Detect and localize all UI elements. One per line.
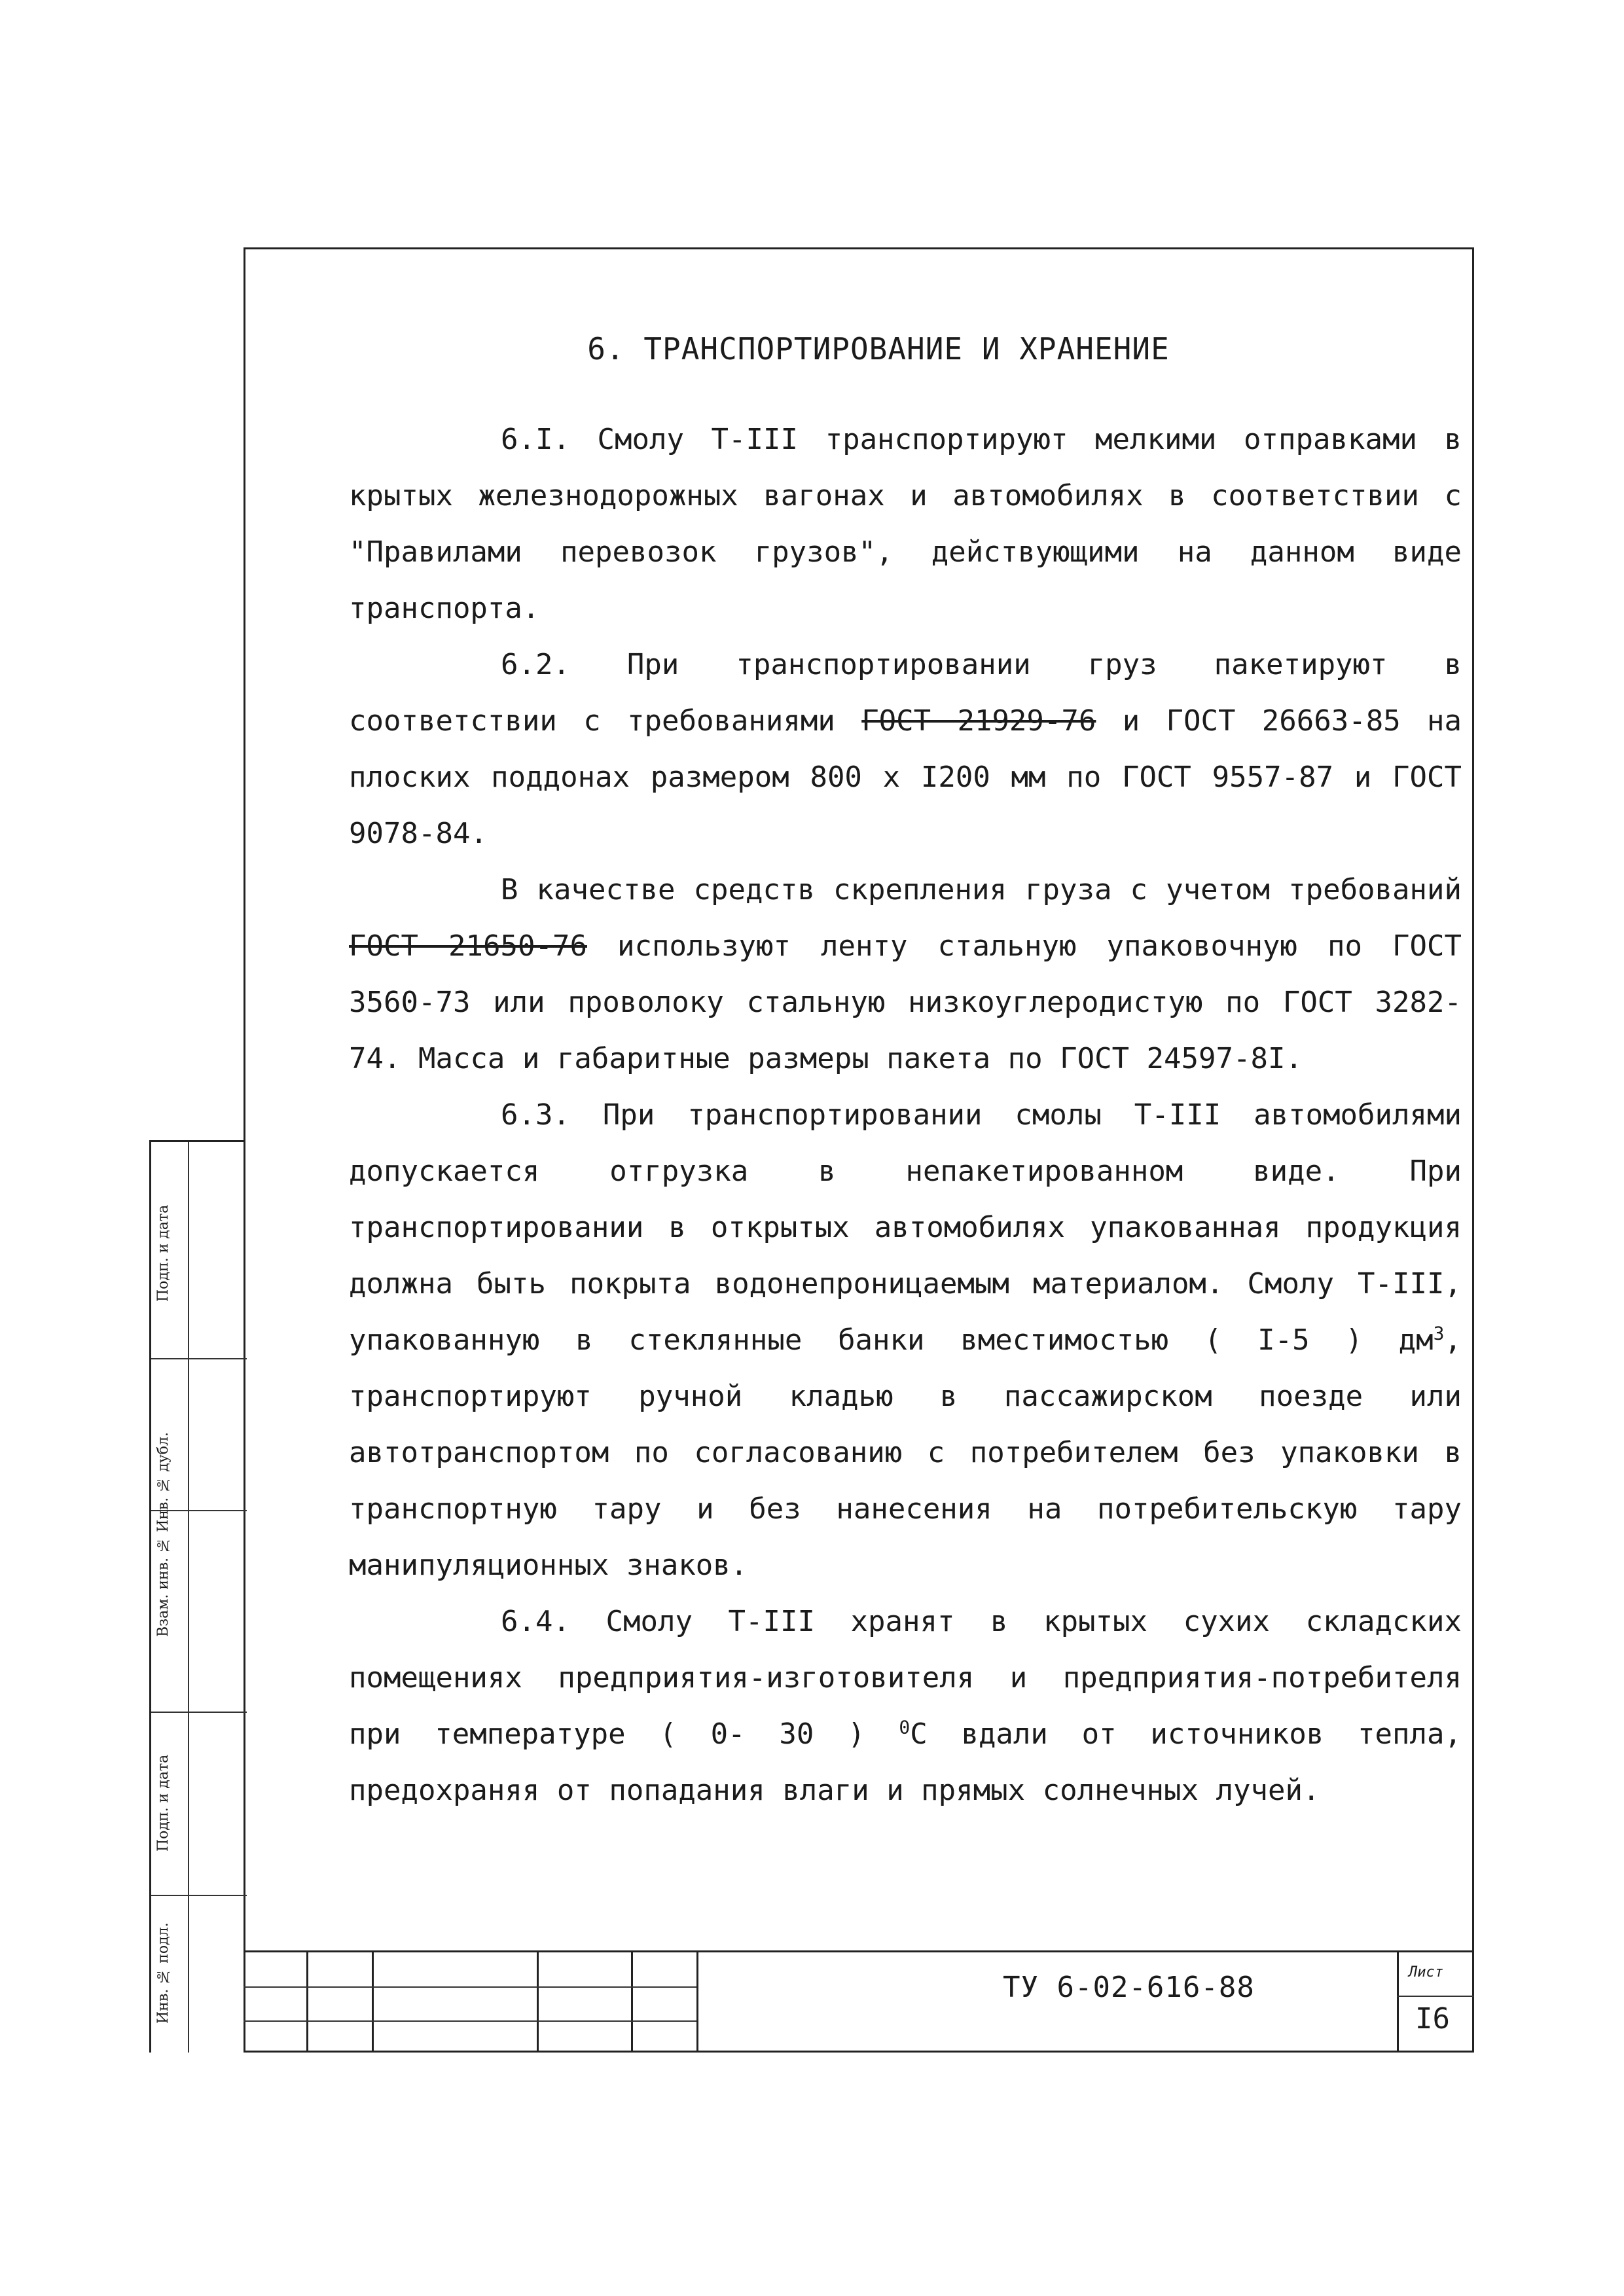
paragraph-6-3 [349,1087,1462,1594]
paragraph-6-2 [349,637,1462,862]
sheet-number: I6 [1415,2002,1450,2036]
title-block [244,1950,1474,2053]
stamp-label-sign-date: Подп. и дата [155,1204,171,1302]
p3-text-a: В качестве средств скрепления груза с учетом требований [501,873,1462,906]
p2-text-b: и ГОСТ 26663-85 на плоских поддонах размером 800 х I200 мм по ГОСТ 9557-87 и ГОСТ 9078-84. [349,704,1462,850]
p5-superscript: 0 [899,1716,911,1738]
sheet-label: Лист [1409,1964,1443,1981]
stamp-row-line [151,1895,247,1896]
p4-text-a: 6.3. При транспортировании смолы Т-III автомобилями допускается отгрузка в непакетированном виде. При транспортировании в открытых автомобилях упакованная продукция должна быть покрыта водонепроницаемым материалом. Смолу Т-III, упакованную в стеклянные банки вместимостью ( I-5 ) дм [349,1098,1462,1357]
p2-struck-standard: ГОСТ 21929-76 [861,704,1096,738]
tb-divider [537,1952,539,2051]
page-frame [244,247,1474,2053]
p5-text-a: 6.4. Смолу Т-III хранят в крытых сухих складских помещениях предприятия-изготовителя и предприятия-потребителя при температуре ( 0- 30 ) [349,1605,1462,1751]
p5-text-b: С вдали от источников тепла, предохраняя от попадания влаги и прямых солнечных лучей. [349,1717,1462,1807]
p3-text-b: используют ленту стальную упаковочную по ГОСТ 3560-73 или проволоку стальную низкоуглеродистую по ГОСТ 3282-74. Масса и габаритные размеры пакета по ГОСТ 24597-8I. [349,929,1462,1075]
stamp-label-inventory: Взам. инв. № Инв. № дубл. [155,1432,171,1638]
document-body [349,412,1462,1819]
paragraph-6-4 [349,1594,1462,1819]
tb-divider [306,1952,308,2051]
p2-text-a: 6.2. При транспортировании груз пакетируют в соответствии с требованиями [349,648,1462,738]
p4-superscript: 3 [1433,1322,1445,1344]
sheet-box [1397,1952,1399,2051]
p3-struck-standard: ГОСТ 21650-76 [349,929,587,963]
stamp-row-line [151,1358,247,1359]
sheet-separator [1397,1996,1474,1997]
tb-row-line [244,2020,696,2022]
tb-divider [372,1952,374,2051]
stamp-row-line [151,1712,247,1713]
stamp-label-sign-date-2: Подп. и дата [155,1754,171,1852]
stamp-label-original: Инв. № подл. [155,1922,171,2024]
section-heading: 6. ТРАНСПОРТИРОВАНИЕ И ХРАНЕНИЕ [587,331,1170,367]
paragraph-fastening [349,862,1462,1087]
p4-text-b: , транспортируют ручной кладью в пассажирском поезде или автотранспортом по согласованию с потребителем без упаковки в транспортную тару и без нанесения на потребительскую тару манипуляционных знаков. [349,1323,1462,1582]
document-code: ТУ 6-02-616-88 [1003,1971,1255,2004]
margin-stamp [149,1140,245,2053]
stamp-column-line [188,1142,189,2053]
paragraph-6-1: 6.I. Смолу Т-III транспортируют мелкими отправками в крытых железнодорожных вагонах и автомобилях в соответствии с "Правилами перевозок грузов", действующими на данном виде транспорта. [349,423,1462,625]
tb-divider [696,1952,698,2051]
tb-divider [631,1952,633,2051]
tb-row-line [244,1986,696,1988]
